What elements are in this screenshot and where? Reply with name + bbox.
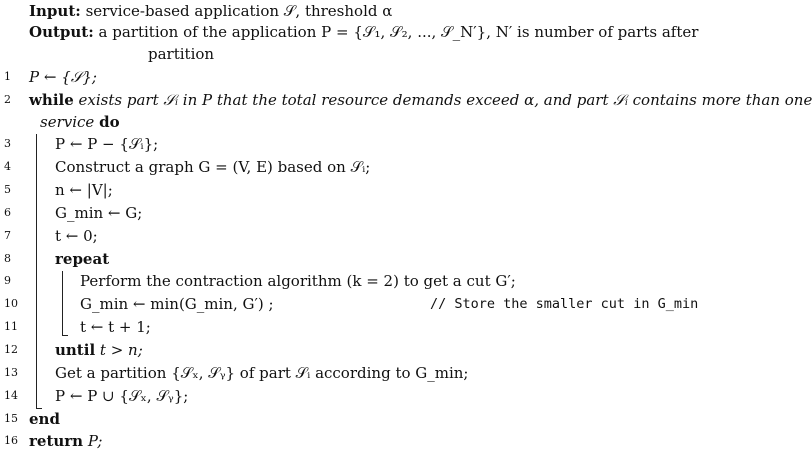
- line-text: P ← {𝒮};: [29, 68, 97, 86]
- repeat-block-bar: [62, 271, 63, 335]
- line-number: 14: [4, 389, 18, 402]
- line-text: Perform the contraction algorithm (k = 2) to get a cut G′;: [80, 272, 516, 290]
- line-text: exists part 𝒮ᵢ in P that the total resource demands exceed α, and part 𝒮ᵢ contains more than one: [78, 91, 812, 109]
- line-text: G_min ← G;: [55, 204, 143, 222]
- output-line: [29, 21, 698, 43]
- line-text: Get a partition {𝒮ₓ, 𝒮ᵧ} of part 𝒮ᵢ according to G_min;: [55, 364, 469, 382]
- line-number: 12: [4, 343, 18, 356]
- line-text: P ← P − {𝒮ᵢ};: [55, 135, 159, 153]
- line-text: G_min ← min(G_min, G′) ;: [80, 295, 274, 313]
- line-number: 2: [4, 93, 11, 106]
- line-number: 16: [4, 434, 18, 447]
- line-number: 11: [4, 320, 18, 333]
- line-text: P ← P ∪ {𝒮ₓ, 𝒮ᵧ};: [55, 387, 189, 405]
- line-number: 13: [4, 366, 18, 379]
- keyword-return: return: [29, 432, 84, 450]
- input-line: [29, 0, 392, 22]
- line-number: 1: [4, 70, 11, 83]
- input-label: Input:: [29, 2, 81, 20]
- input-text: service-based application 𝒮, threshold α: [85, 2, 393, 20]
- keyword-repeat: repeat: [55, 250, 110, 268]
- output-continuation: partition: [148, 45, 215, 63]
- code-comment: // Store the smaller cut in G_min: [430, 296, 699, 312]
- keyword-until: until: [55, 341, 96, 359]
- line-text: n ← |V|;: [55, 181, 113, 199]
- line-number: 4: [4, 160, 11, 173]
- line-number: 3: [4, 137, 11, 150]
- line-text: Construct a graph G = (V, E) based on 𝒮ᵢ;: [55, 158, 371, 176]
- repeat-block-end: [62, 335, 68, 336]
- output-label: Output:: [29, 23, 94, 41]
- line-text: P;: [87, 432, 103, 450]
- keyword-while: while: [29, 91, 74, 109]
- keyword-end: end: [29, 410, 60, 428]
- line-text: t ← 0;: [55, 227, 98, 245]
- output-text: a partition of the application P = {𝒮₁, 𝒮₂, ..., 𝒮_N′}, N′ is number of parts after: [98, 23, 699, 41]
- line-number: 6: [4, 206, 11, 219]
- line-number: 7: [4, 229, 11, 242]
- line-number: 15: [4, 412, 18, 425]
- line-text: t > n;: [99, 341, 143, 359]
- while-block-bar: [36, 134, 37, 408]
- line-number: 8: [4, 252, 11, 265]
- line-number: 5: [4, 183, 11, 196]
- line-number: 9: [4, 274, 11, 287]
- line-number: 10: [4, 297, 18, 310]
- keyword-do: do: [99, 113, 120, 131]
- line-text: t ← t + 1;: [80, 318, 151, 336]
